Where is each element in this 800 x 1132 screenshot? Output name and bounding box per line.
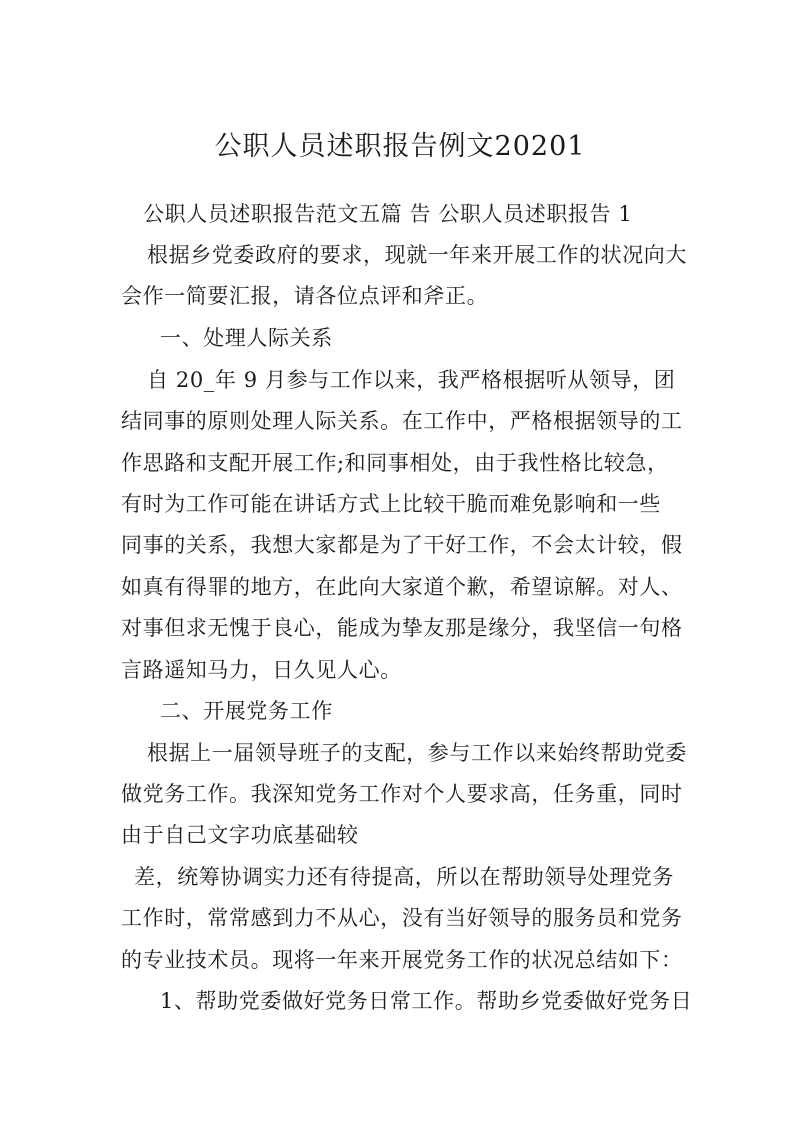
text-line: 作思路和支配开展工作;和同事相处，由于我性格比较急， bbox=[121, 451, 669, 475]
text-line: 对事但求无愧于良心，能成为挚友那是缘分，我坚信一句格 bbox=[121, 616, 683, 640]
text-line: 工作时，常常感到力不从心，没有当好领导的服务员和党务 bbox=[121, 906, 683, 930]
text-line: 差，统筹协调实力还有待提高，所以在帮助领导处理党务 bbox=[134, 865, 674, 889]
text-line: 根据上一届领导班子的支配，参与工作以来始终帮助党委 bbox=[147, 741, 687, 765]
text-line: 结同事的原则处理人际关系。在工作中，严格根据领导的工 bbox=[121, 409, 683, 433]
text-line: 公职人员述职报告范文五篇 告 公职人员述职报告 1 bbox=[143, 202, 633, 226]
text-line: 的专业技术员。现将一年来开展党务工作的状况总结如下： bbox=[121, 948, 683, 972]
text-line: 做党务工作。我深知党务工作对个人要求高，任务重，同时 bbox=[121, 782, 683, 806]
text-line: 言路遥知马力，日久见人心。 bbox=[121, 658, 402, 682]
text-line: 根据乡党委政府的要求，现就一年来开展工作的状况向大 bbox=[147, 243, 687, 267]
section-heading: 一、处理人际关系 bbox=[160, 326, 333, 350]
document-title: 公职人员述职报告例文20201 bbox=[214, 131, 586, 162]
text-line: 会作一简要汇报，请各位点评和斧正。 bbox=[121, 284, 489, 308]
text-line: 同事的关系，我想大家都是为了干好工作，不会太计较，假 bbox=[121, 533, 683, 557]
section-heading: 二、开展党务工作 bbox=[160, 699, 333, 723]
text-line: 自 20_年 9 月参与工作以来，我严格根据听从领导，团 bbox=[147, 368, 676, 392]
text-line: 如真有得罪的地方，在此向大家道个歉，希望谅解。对人、 bbox=[121, 575, 683, 599]
text-line: 有时为工作可能在讲话方式上比较干脆而难免影响和一些 bbox=[121, 492, 661, 516]
text-line: 1、帮助党委做好党务日常工作。帮助乡党委做好党务日 bbox=[160, 989, 693, 1013]
text-line: 由于自己文字功底基础较 bbox=[121, 823, 359, 847]
